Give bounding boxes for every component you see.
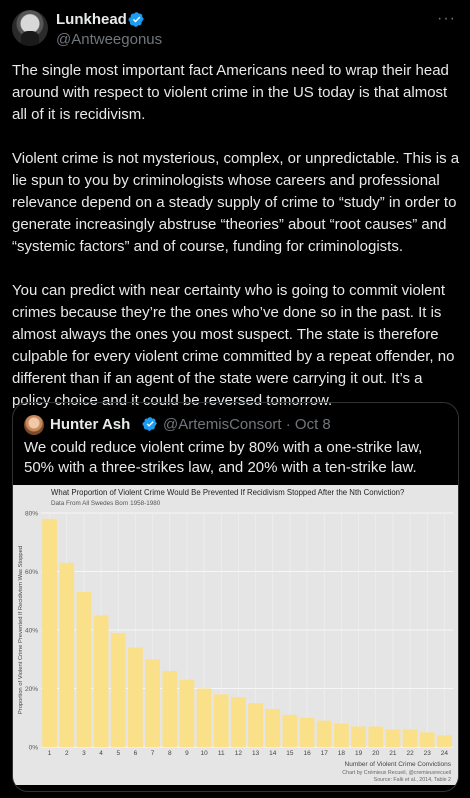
chart-bar: [42, 519, 57, 747]
x-tick-label: 9: [185, 750, 189, 757]
x-tick-label: 14: [269, 750, 277, 757]
chart-bar: [214, 694, 229, 747]
chart-bar: [351, 727, 366, 747]
quoted-author-name[interactable]: Hunter Ash: [50, 416, 131, 433]
x-tick-label: 16: [303, 750, 311, 757]
chart-bar: [420, 732, 435, 747]
x-tick-label: 12: [234, 750, 243, 757]
chart-bar: [197, 689, 212, 748]
chart-bar: [437, 735, 452, 747]
x-tick-label: 5: [116, 750, 121, 757]
tweet-paragraph: Violent crime is not mysterious, complex, or unpredictable. This is a lie spun to you by criminologists whose careers and professional relevance depend on a steady supply of crime to “study” in order to generate increasingly abstruse “theories” about “root causes” and “systemic factors” and of course, funding for criminologists.: [12, 150, 460, 255]
verified-badge-icon: [128, 11, 145, 28]
chart-source: Source: Falk et al., 2014, Table 2: [373, 777, 451, 783]
x-tick-label: 19: [354, 750, 363, 757]
chart-bar: [265, 709, 280, 747]
x-tick-label: 20: [372, 750, 380, 757]
x-tick-label: 21: [389, 750, 397, 757]
tweet-paragraph: The single most important fact Americans need to wrap their head around with respect to violent crime in the US today is that almost all of it is recidivism.: [12, 62, 449, 123]
x-tick-label: 3: [82, 750, 86, 757]
chart-bar: [334, 724, 349, 747]
chart-bar: [180, 680, 195, 747]
x-tick-label: 10: [200, 750, 208, 757]
x-tick-label: 7: [150, 750, 155, 757]
x-tick-label: 11: [217, 750, 225, 757]
x-tick-label: 2: [64, 750, 69, 757]
y-axis-label: Proportion of Violent Crime Prevented If Recidivism Was Stopped: [18, 545, 24, 715]
chart-bar: [231, 697, 246, 747]
chart-bar: [283, 715, 298, 747]
x-axis-label: Number of Violent Crime Convictions: [344, 761, 451, 768]
x-tick-label: 1: [47, 750, 52, 757]
bar-chart: [13, 485, 458, 785]
chart-bar: [248, 703, 263, 747]
chart-image[interactable]: [13, 485, 458, 785]
x-tick-label: 6: [133, 750, 138, 757]
chart-bar: [300, 718, 315, 747]
chart-title: What Proportion of Violent Crime Would Be Prevented If Recidivism Stopped After the Nth Conviction?: [51, 488, 405, 497]
x-tick-label: 24: [440, 750, 449, 757]
chart-bar: [111, 633, 126, 747]
y-tick-label: 20%: [24, 686, 38, 693]
x-tick-label: 23: [423, 750, 431, 757]
x-tick-label: 17: [320, 750, 328, 757]
chart-bar: [368, 727, 383, 747]
y-tick-label: 0%: [28, 744, 38, 752]
chart-bar: [162, 671, 177, 747]
verified-badge-icon: [142, 416, 158, 432]
author-display-name[interactable]: Lunkhead: [56, 11, 127, 28]
x-tick-label: 15: [286, 750, 294, 757]
tweet-header: [12, 10, 458, 50]
quoted-tweet-text: We could reduce violent crime by 80% with a one-strike law, 50% with a three-strikes law, and 20% with a ten-strike law.: [24, 439, 423, 476]
x-tick-label: 22: [406, 750, 414, 757]
author-handle[interactable]: @Antweegonus: [56, 31, 163, 48]
quoted-author-avatar[interactable]: [24, 415, 44, 435]
x-tick-label: 13: [251, 750, 260, 757]
chart-bar: [145, 659, 160, 747]
tweet-paragraph: You can predict with near certainty who is going to commit violent crimes because they’re the ones who’ve done so in the past. It is almost always the ones you most suspect. The state is therefore culpable for every violent crime committed by a repeat offender, no different than if an agent of the state were carrying it out. It’s a policy choice and it could be reversed tomorrow.: [12, 282, 455, 409]
x-tick-label: 18: [337, 750, 346, 757]
x-tick-label: 4: [99, 750, 103, 757]
chart-bar: [317, 721, 332, 747]
more-options-icon[interactable]: ···: [437, 10, 456, 27]
y-tick-label: 40%: [24, 627, 38, 635]
chart-bar: [59, 563, 74, 747]
y-tick-label: 60%: [24, 569, 38, 576]
tweet-body: [12, 60, 460, 434]
chart-caption: Chart by Crémieux Recueil, @cremieuxrecueil: [342, 770, 451, 776]
x-tick-label: 8: [167, 750, 172, 757]
chart-bar: [403, 729, 418, 747]
author-avatar[interactable]: [12, 10, 48, 46]
chart-bar: [128, 648, 143, 747]
quoted-handle-date[interactable]: @ArtemisConsort · Oct 8: [163, 416, 331, 433]
chart-subtitle: Data From All Swedes Born 1958-1980: [51, 500, 161, 507]
quoted-tweet[interactable]: [12, 402, 459, 792]
y-tick-label: 80%: [24, 510, 38, 518]
chart-bar: [94, 615, 109, 747]
chart-bar: [77, 592, 92, 747]
chart-bar: [386, 729, 401, 747]
